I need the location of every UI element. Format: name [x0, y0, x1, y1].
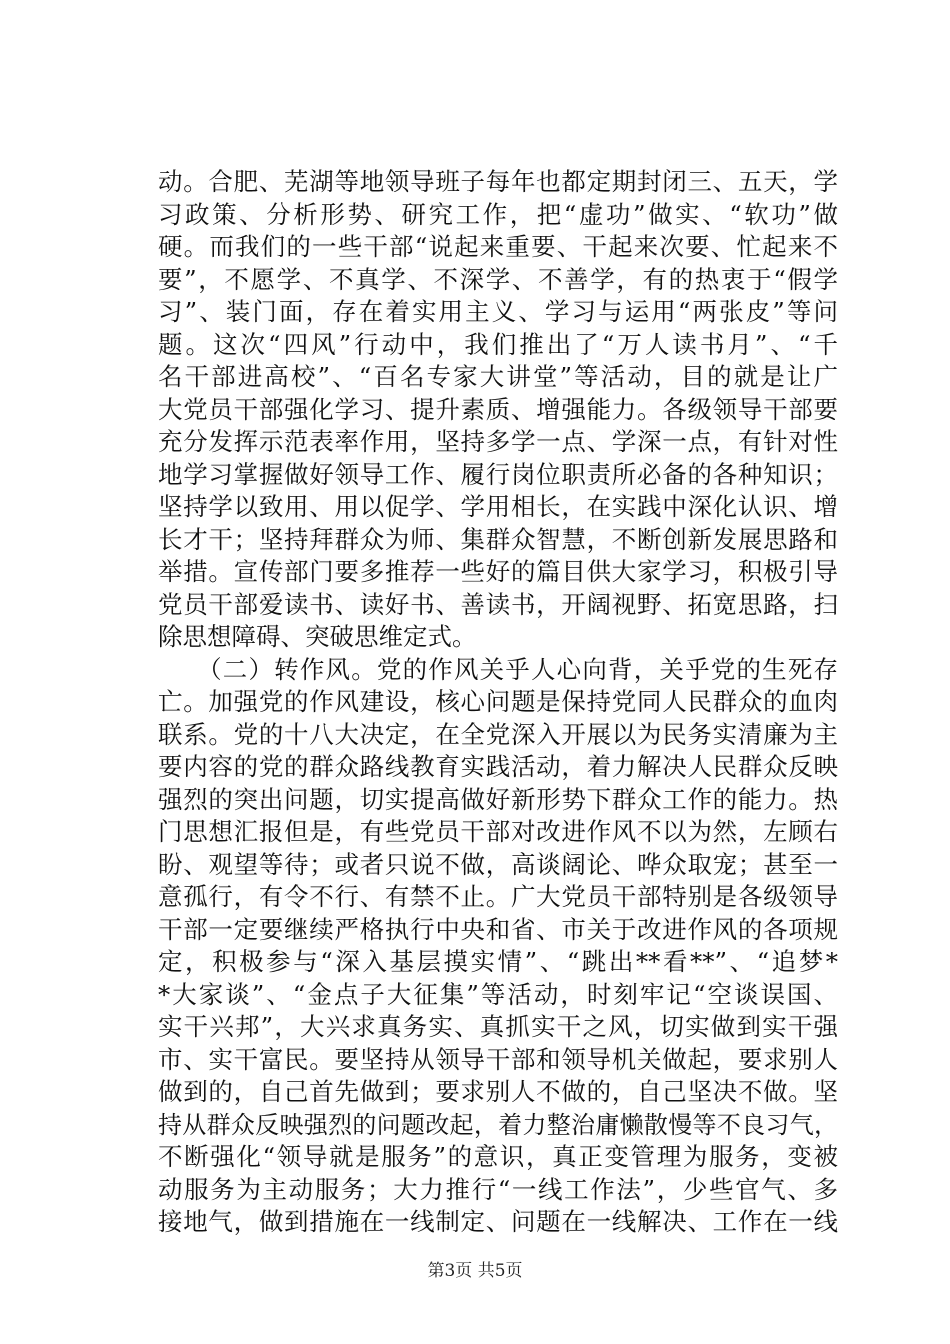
- text-line: 强烈的突出问题，切实提高做好新形势下群众工作的能力。热: [158, 784, 838, 814]
- text-line: 要内容的党的群众路线教育实践活动，着力解决人民群众反映: [158, 752, 838, 781]
- text-line: 大党员干部强化学习、提升素质、增强能力。各级领导干部要: [158, 394, 838, 424]
- text-line: 盼、观望等待；或者只说不做，高谈阔论、哗众取宠；甚至一: [158, 849, 838, 879]
- text-line: 不断强化“领导就是服务”的意识，真正变管理为服务，变被: [158, 1142, 838, 1171]
- text-line: 亡。加强党的作风建设，核心问题是保持党同人民群众的血肉: [158, 687, 838, 716]
- text-line: 坚持学以致用、用以促学、学用相长，在实践中深化认识、增: [158, 492, 838, 521]
- text-line: 意孤行，有令不行、有禁不止。广大党员干部特别是各级领导: [158, 882, 838, 911]
- text-line: 做到的，自己首先做到；要求别人不做的，自己坚决不做。坚: [158, 1077, 838, 1106]
- text-line: 联系。党的十八大决定，在全党深入开展以为民务实清廉为主: [158, 719, 838, 749]
- text-line: 定，积极参与“深入基层摸实情”、“跳出**看**”、“追梦*: [158, 947, 838, 976]
- text-line: 除思想障碍、突破思维定式。: [158, 622, 477, 651]
- text-line: 充分发挥示范表率作用，坚持多学一点、学深一点，有针对性: [158, 427, 838, 456]
- text-line: 市、实干富民。要坚持从领导干部和领导机关做起，要求别人: [158, 1044, 838, 1074]
- body-text: [158, 166, 838, 1239]
- text-line: 习政策、分析形势、研究工作，把“虚功”做实、“软功”做: [158, 199, 838, 229]
- page-footer: [0, 1260, 950, 1282]
- text-line: 动服务为主动服务；大力推行“一线工作法”，少些官气、多: [158, 1174, 838, 1204]
- text-line: *大家谈”、“金点子大征集”等活动，时刻牢记“空谈误国、: [158, 979, 838, 1009]
- text-line: 干部一定要继续严格执行中央和省、市关于改进作风的各项规: [158, 914, 838, 944]
- text-line: 持从群众反映强烈的问题改起，着力整治庸懒散慢等不良习气，: [158, 1110, 838, 1139]
- text-line: 门思想汇报但是，有些党员干部对改进作风不以为然，左顾右: [158, 817, 838, 846]
- text-line: 硬。而我们的一些干部“说起来重要、干起来次要、忙起来不: [158, 232, 838, 261]
- text-line: 长才干；坚持拜群众为师、集群众智慧，不断创新发展思路和: [158, 524, 838, 554]
- text-line: （二）转作风。党的作风关乎人心向背，关乎党的生死存: [158, 654, 838, 684]
- text-line: 名干部进高校”、“百名专家大讲堂”等活动，目的就是让广: [158, 362, 838, 391]
- page-indicator: 第3页 共5页: [427, 1261, 523, 1281]
- text-line: 接地气，做到措施在一线制定、问题在一线解决、工作在一线: [158, 1207, 838, 1236]
- text-line: 习”、装门面，存在着实用主义、学习与运用“两张皮”等问: [158, 297, 838, 326]
- text-line: 要”，不愿学、不真学、不深学、不善学，有的热衷于“假学: [158, 264, 838, 294]
- text-line: 动。合肥、芜湖等地领导班子每年也都定期封闭三、五天，学: [158, 167, 838, 196]
- text-line: 举措。宣传部门要多推荐一些好的篇目供大家学习，积极引导: [158, 557, 838, 586]
- text-line: 地学习掌握做好领导工作、履行岗位职责所必备的各种知识；: [158, 459, 838, 489]
- text-line: 实干兴邦”，大兴求真务实、真抓实干之风，切实做到实干强: [158, 1012, 838, 1041]
- text-line: 党员干部爱读书、读好书、善读书，开阔视野、拓宽思路，扫: [158, 589, 838, 619]
- text-line: 题。这次“四风”行动中，我们推出了“万人读书月”、“千: [158, 329, 838, 359]
